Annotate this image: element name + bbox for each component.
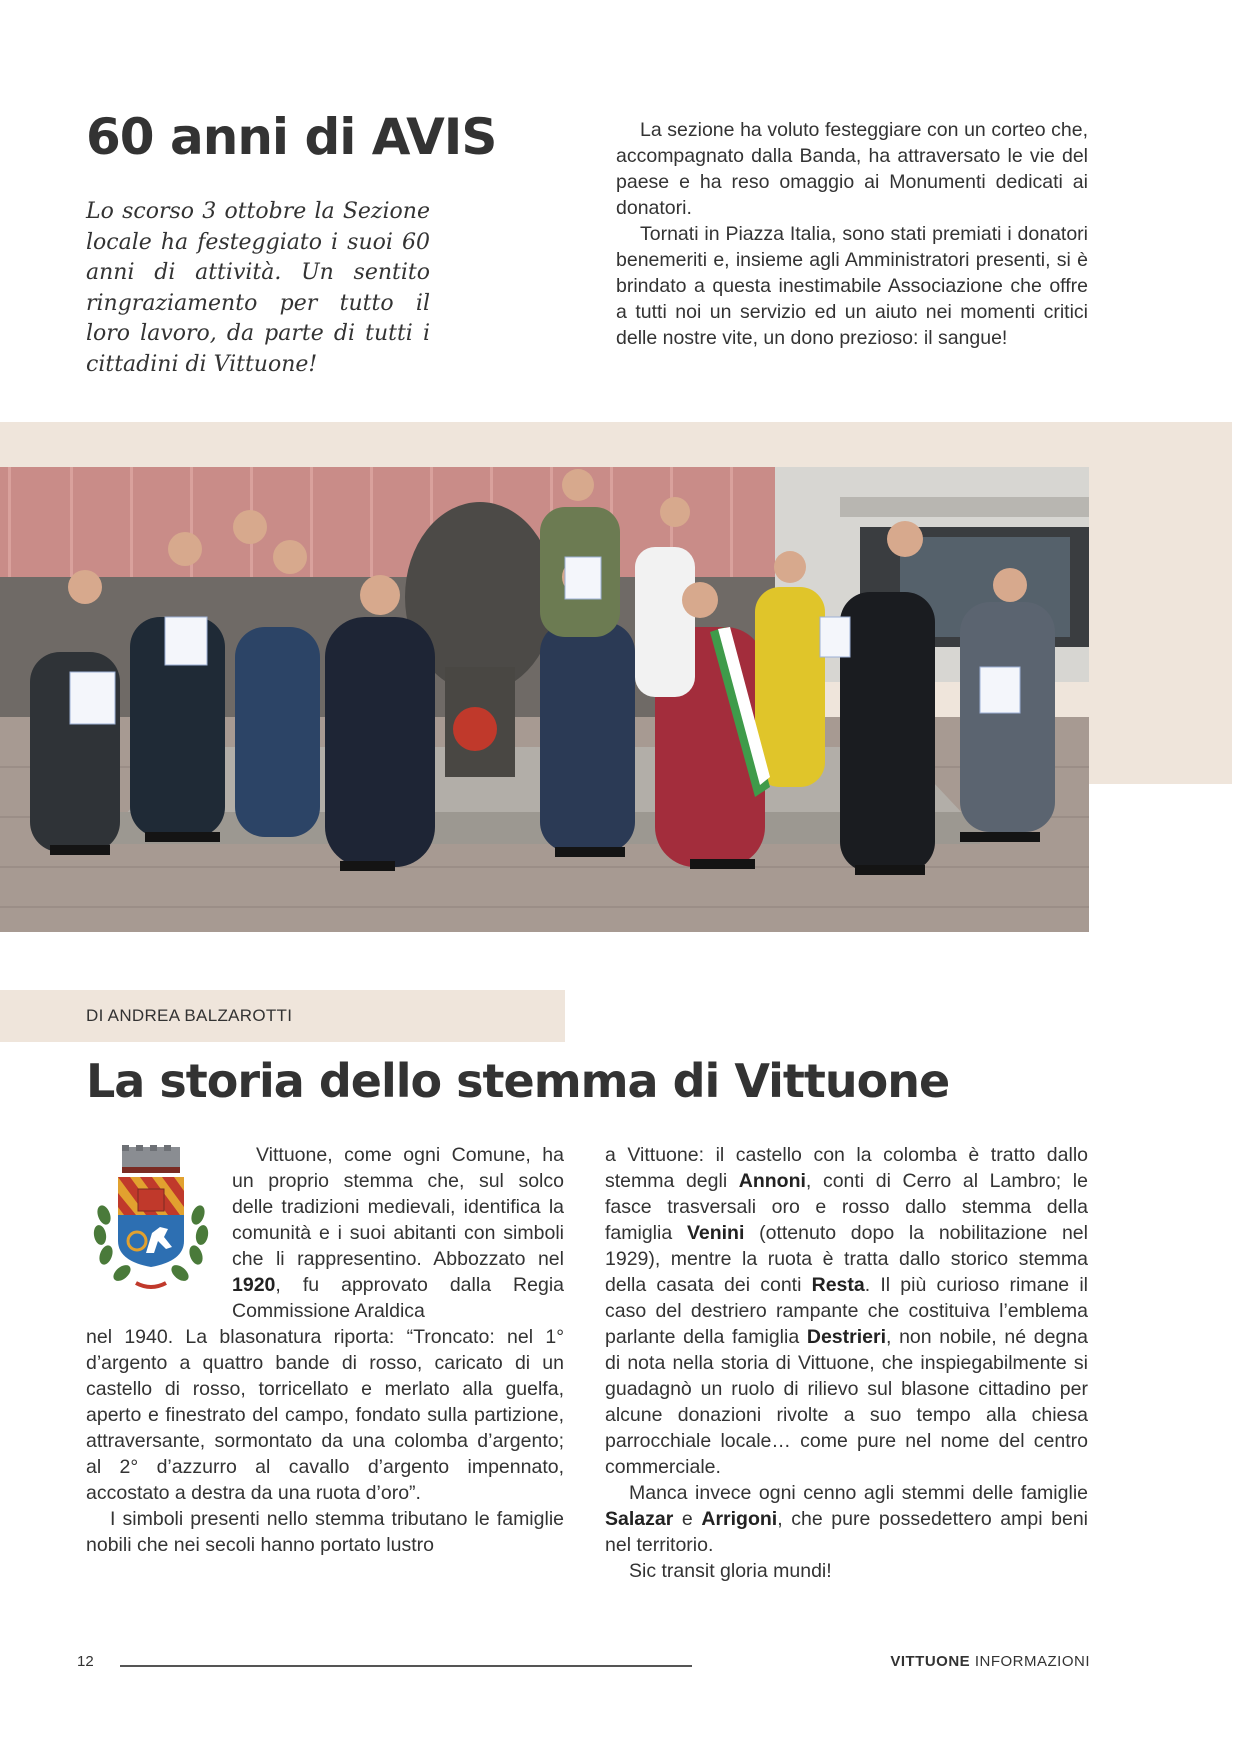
stemma-paragraph-2-continued: a Vittuone: il castello con la colomba è tratto dallo stemma degli Annoni, conti di Cerro al Lambro; le fasce trasversali oro e rosso dallo stemma della famiglia Venini (ottenuto dopo la nobilitazione nel 1929), mentre la ruota è tratta dallo storico stemma della casata dei conti Resta. Il più curioso rimane il caso del destriero rampante che costituiva l’emblema parlante della famiglia Destrieri, non nobile, né degna di nota nella storia di Vittuone, che inspiegabilmente si guadagnò un ruolo di rilievo sul blasone cittadino per alcune donazioni rivolte a suo tempo alla chiesa parrocchiale locale… come pure nel nome del centro commerciale. [605, 1144, 1088, 1478]
avis-body-column [616, 117, 1088, 351]
coat-of-arms-icon [86, 1145, 216, 1295]
stemma-left-column [86, 1324, 564, 1558]
avis-paragraph-1: La sezione ha voluto festeggiare con un corteo che, accompagnato dalla Banda, ha attraversato le vie del paese e ha reso omaggio ai Monumenti dedicati ai donatori. [616, 119, 1088, 219]
stemma-paragraph-4: Sic transit gloria mundi! [629, 1560, 832, 1582]
stemma-paragraph-2: I simboli presenti nello stemma tributano le famiglie nobili che nei secoli hanno portato lustro [86, 1508, 564, 1556]
author-byline: DI ANDREA BALZAROTTI [0, 990, 565, 1042]
page-number: 12 [77, 1653, 94, 1670]
stemma-paragraph-3: Manca invece ogni cenno agli stemmi delle famiglie Salazar e Arrigoni, che pure possedettero ampi beni nel territorio. [605, 1482, 1088, 1556]
stemma-paragraph-1: Vittuone, come ogni Comune, ha un proprio stemma che, sul solco delle tradizioni medievali, identifica la comunità e i suoi abitanti con simboli che li rappresentino. Abbozzato nel 1920, fu approvato dalla Regia Commissione Araldica [232, 1144, 564, 1322]
avis-paragraph-2: Tornati in Piazza Italia, sono stati premiati i donatori benemeriti e, insieme agli Amministratori presenti, si è brindato a questa inestimabile Associazione che offre a tutti noi un servizio ed un aiuto nei momenti critici delle nostre vite, un dono prezioso: il sangue! [616, 223, 1088, 349]
stemma-left-intro [232, 1142, 564, 1324]
article-title-stemma: La storia dello stemma di Vittuone [86, 1054, 950, 1108]
footer-divider [120, 1665, 692, 1667]
stemma-paragraph-1-continued: nel 1940. La blasonatura riporta: “Troncato: nel 1° d’argento a quattro bande di rosso, caricato di un castello di rosso, torricellato e merlato alla guelfa, aperto e finestrato del campo, fondato sulla partizione, attraversante, sormontato da una colomba d’argento; al 2° d’azzurro al cavallo d’argento impennato, accostato a destra da una ruota d’oro”. [86, 1326, 564, 1504]
article-title-avis: 60 anni di AVIS [86, 108, 497, 166]
article-intro: Lo scorso 3 ottobre la Sezione locale ha festeggiato i suoi 60 anni di attività. Un sentito ringraziamento per tutto il loro lavoro, da parte di tutti i cittadini di Vittuone! [86, 199, 430, 377]
stemma-right-column [605, 1142, 1088, 1584]
magazine-name: VITTUONE INFORMAZIONI [890, 1653, 1090, 1670]
group-photo [0, 467, 1089, 932]
